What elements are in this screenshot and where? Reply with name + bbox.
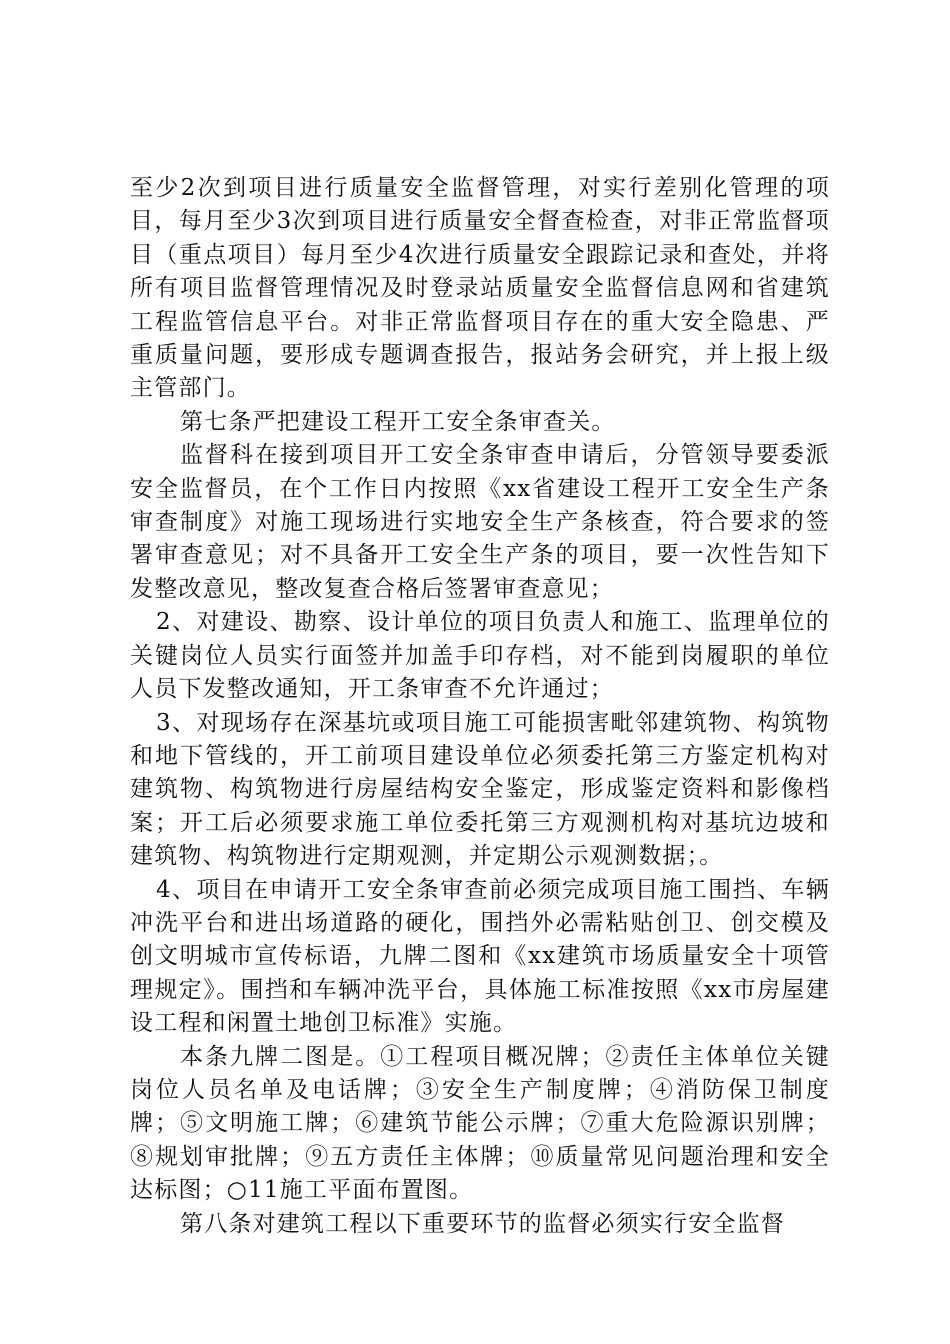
paragraph-supervision-frequency: 至少2次到项目进行质量安全监督管理，对实行差别化管理的项目，每月至少3次到项目进行质量安全督查检查，对非正常监督项目（重点项目）每月至少4次进行质量安全跟踪记录和查处，并将所有项目监督管理情况及时登录站质量安全监督信息网和省建筑工程监管信息平台。对非正常监督项目存在的重大安全隐患、严重质量问题，要形成专题调查报告，报站务会研究，并上报上级主管部门。 — [130, 175, 830, 402]
paragraph-item-2: 2、对建设、勘察、设计单位的项目负责人和施工、监理单位的关键岗位人员实行面签并加盖手印存档，对不能到岗履职的单位人员下发整改通知，开工条审查不允许通过； — [130, 609, 830, 703]
paragraph-article-eight: 第八条对建筑工程以下重要环节的监督必须实行安全监督 — [180, 1210, 785, 1237]
paragraph-item-3: 3、对现场存在深基坑或项目施工可能损害毗邻建筑物、构筑物和地下管线的，开工前项目建设单位必须委托第三方鉴定机构对建筑物、构筑物进行房屋结构安全鉴定，形成鉴定资料和影像档案；开工后必须要求施工单位委托第三方观测机构对基坑边坡和建筑物、构筑物进行定期观测，并定期公示观测数据；。 — [130, 709, 830, 870]
paragraph-review-procedure: 监督科在接到项目开工安全条审查申请后，分管领导要委派安全监督员，在个工作日内按照《xx省建设工程开工安全生产条审查制度》对施工现场进行实地安全生产条核查，符合要求的签署审查意见；对不具备开工安全生产条的项目，要一次性告知下发整改意见，整改复查合格后签署审查意见； — [130, 442, 830, 602]
paragraph-item-4: 4、项目在申请开工安全条审查前必须完成项目施工围挡、车辆冲洗平台和进出场道路的硬化，围挡外必需粘贴创卫、创交模及创文明城市宣传标语，九牌二图和《xx建筑市场质量安全十项管理规定》。围挡和车辆冲洗平台，具体施工标准按照《xx市房屋建设工程和闲置土地创卫标准》实施。 — [130, 876, 830, 1037]
paragraph-article-seven-heading: 第七条严把建设工程开工安全条审查关。 — [180, 408, 616, 435]
paragraph-nine-boards-two-drawings: 本条九牌二图是。①工程项目概况牌；②责任主体单位关键岗位人员名单及电话牌；③安全生产制度牌；④消防保卫制度牌；⑤文明施工牌；⑥建筑节能公示牌；⑦重大危险源识别牌；⑧规划审批牌；⑨五方责任主体牌；⑩质量常见问题治理和安全达标图；○11施工平面布置图。 — [130, 1043, 830, 1204]
document-body — [130, 172, 830, 1241]
